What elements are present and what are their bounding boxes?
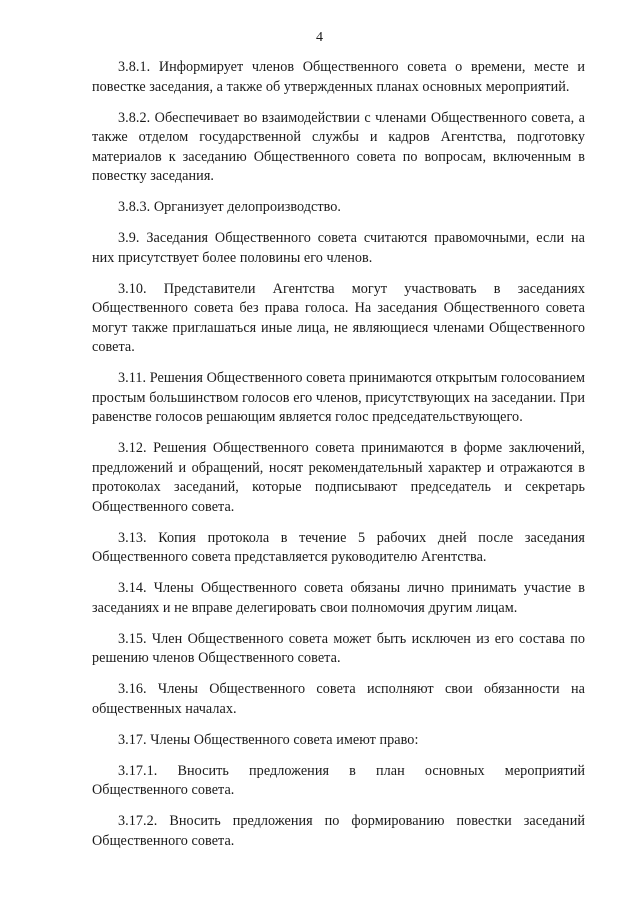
paragraph-3-17-2: 3.17.2. Вносить предложения по формированию повестки заседаний Общественного совета. <box>92 813 585 849</box>
paragraph-3-9: 3.9. Заседания Общественного совета считаются правомочными, если на них присутствует более половины его членов. <box>92 230 585 266</box>
paragraph-3-8-1: 3.8.1. Информирует членов Общественного совета о времени, месте и повестке заседания, а также об утвержденных планах основных мероприятий. <box>92 59 585 95</box>
paragraph-3-8-2: 3.8.2. Обеспечивает во взаимодействии с членами Общественного совета, а также отделом государственной службы и кадров Агентства, подготовку материалов к заседанию Общественного совета по вопросам, включенным в повестку заседания. <box>92 109 585 184</box>
paragraph-3-10: 3.10. Представители Агентства могут участвовать в заседаниях Общественного совета без права голоса. На заседания Общественного совета могут также приглашаться иные лица, не являющиеся членами Общественного совета. <box>92 280 585 355</box>
document-body <box>92 58 585 863</box>
paragraph-3-11: 3.11. Решения Общественного совета принимаются открытым голосованием простым большинством голосов его членов, присутствующих на заседании. При равенстве голосов решающим является голос председательствующего. <box>92 370 585 425</box>
paragraph-3-12: 3.12. Решения Общественного совета принимаются в форме заключений, предложений и обращений, носят рекомендательный характер и отражаются в протоколах заседаний, которые подписывают председатель и секретарь Общественного совета. <box>92 440 585 515</box>
paragraph-3-15: 3.15. Член Общественного совета может быть исключен из его состава по решению членов Общественного совета. <box>92 630 585 666</box>
paragraph-3-16: 3.16. Члены Общественного совета исполняют свои обязанности на общественных началах. <box>92 681 585 717</box>
paragraph-3-17: 3.17. Члены Общественного совета имеют право: <box>118 731 419 748</box>
paragraph-3-17-1: 3.17.1. Вносить предложения в план основных мероприятий Общественного совета. <box>92 762 585 798</box>
paragraph-3-13: 3.13. Копия протокола в течение 5 рабочих дней после заседания Общественного совета представляется руководителю Агентства. <box>92 529 585 565</box>
paragraph-3-14: 3.14. Члены Общественного совета обязаны лично принимать участие в заседаниях и не вправе делегировать свои полномочия другим лицам. <box>92 580 585 616</box>
paragraph-3-8-3: 3.8.3. Организует делопроизводство. <box>118 199 342 215</box>
page-number: 4 <box>316 30 323 45</box>
